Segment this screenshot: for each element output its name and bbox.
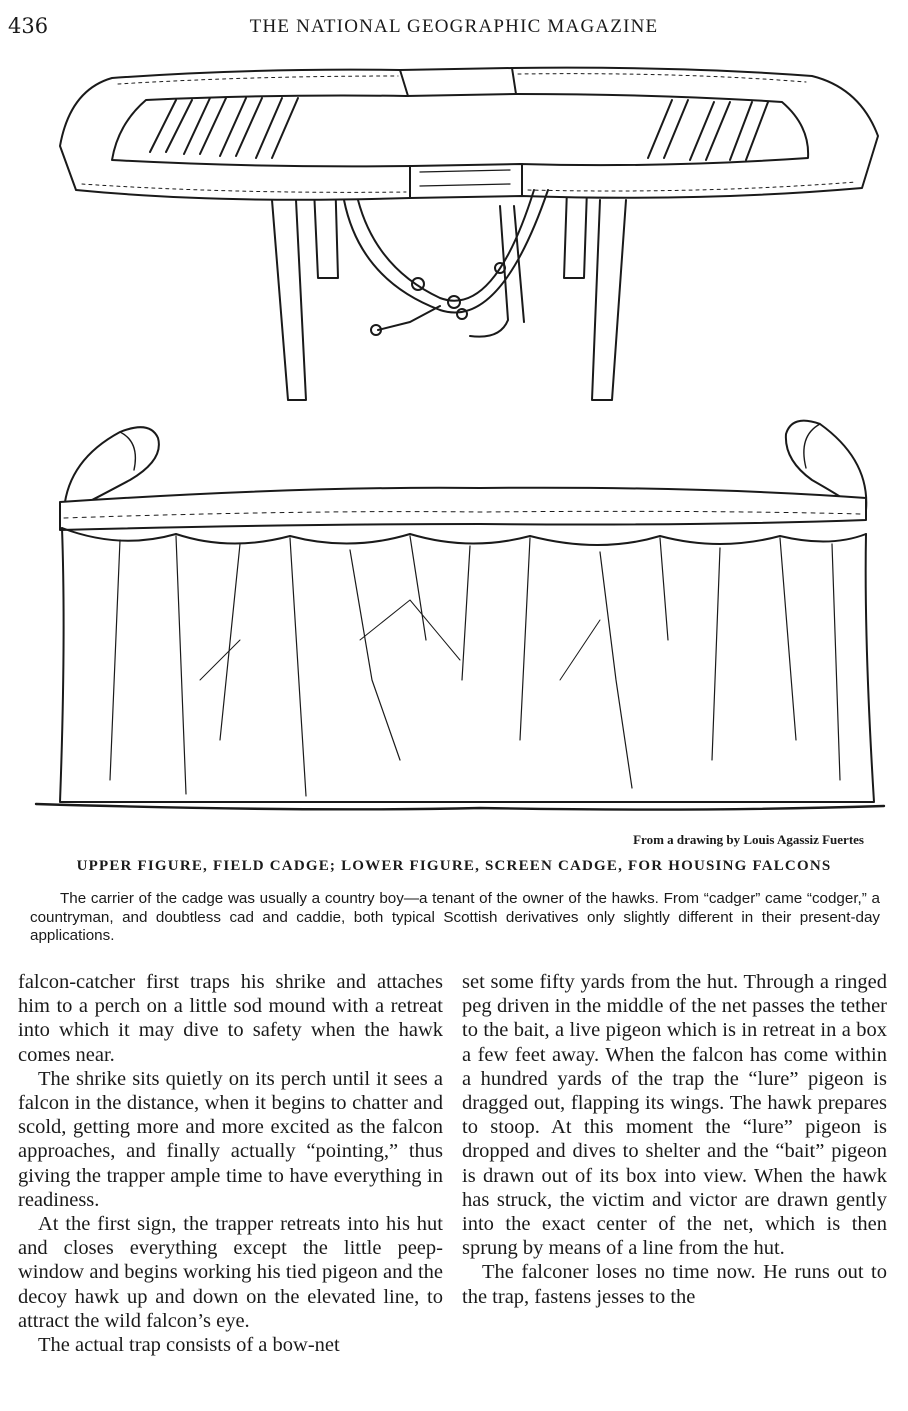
figure-caption: The carrier of the cadge was usually a country boy—a tenant of the owner of the hawks. From “cadger” came “codger,” a countryman, and doubtless cad and caddie, both typical Scottish derivatives only slightly different in their present-day applications. bbox=[30, 890, 880, 944]
paragraph: The shrike sits quietly on its perch until it sees a falcon in the distance, when it begins to chatter and scold, getting more and more excited as the falcon approaches, and finally actually “pointing,” thus giving the trapper ample time to have everything in readiness. bbox=[18, 1067, 443, 1211]
cadge-illustration bbox=[0, 40, 908, 830]
figure-credit: From a drawing by Louis Agassiz Fuertes bbox=[633, 832, 864, 847]
field-cadge-drawing bbox=[60, 68, 878, 400]
paragraph: The actual trap consists of a bow-net bbox=[38, 1334, 340, 1357]
paragraph: The falconer loses no time now. He runs out to the trap, fastens jesses to the bbox=[462, 1261, 887, 1308]
paragraph: set some fifty yards from the hut. Through a ringed peg driven in the middle of the net passes the tether to the bait, a live pigeon which is in retreat in a box a few feet away. When the falcon has come within a hundred yards of the trap the “lure” pigeon is dragged out, flapping its wings. The hawk prepares to stoop. At this moment the “lure” pigeon is dropped and dives to shelter and the “bait” pigeon is drawn out of its box into view. When the hawk has struck, the victim and victor are drawn gently into the exact center of the net, which is then sprung by means of a line from the hut. bbox=[462, 971, 887, 1260]
page-number: 436 bbox=[8, 14, 49, 38]
running-title: THE NATIONAL GEOGRAPHIC MAGAZINE bbox=[249, 16, 659, 37]
article-left-column bbox=[18, 970, 443, 1357]
article-right-column bbox=[462, 970, 887, 1309]
paragraph: At the first sign, the trapper retreats into his hut and closes everything except the little peep-window and begins working his tied pigeon and the decoy hawk up and down on the elevated line, to attract the wild falcon’s eye. bbox=[18, 1213, 443, 1332]
screen-cadge-drawing bbox=[36, 421, 884, 810]
figure-title: UPPER FIGURE, FIELD CADGE; LOWER FIGURE, SCREEN CADGE, FOR HOUSING FALCONS bbox=[76, 858, 832, 874]
paragraph: falcon-catcher first traps his shrike and attaches him to a perch on a little sod mound with a retreat into which it may dive to safety when the hawk comes near. bbox=[18, 971, 443, 1066]
